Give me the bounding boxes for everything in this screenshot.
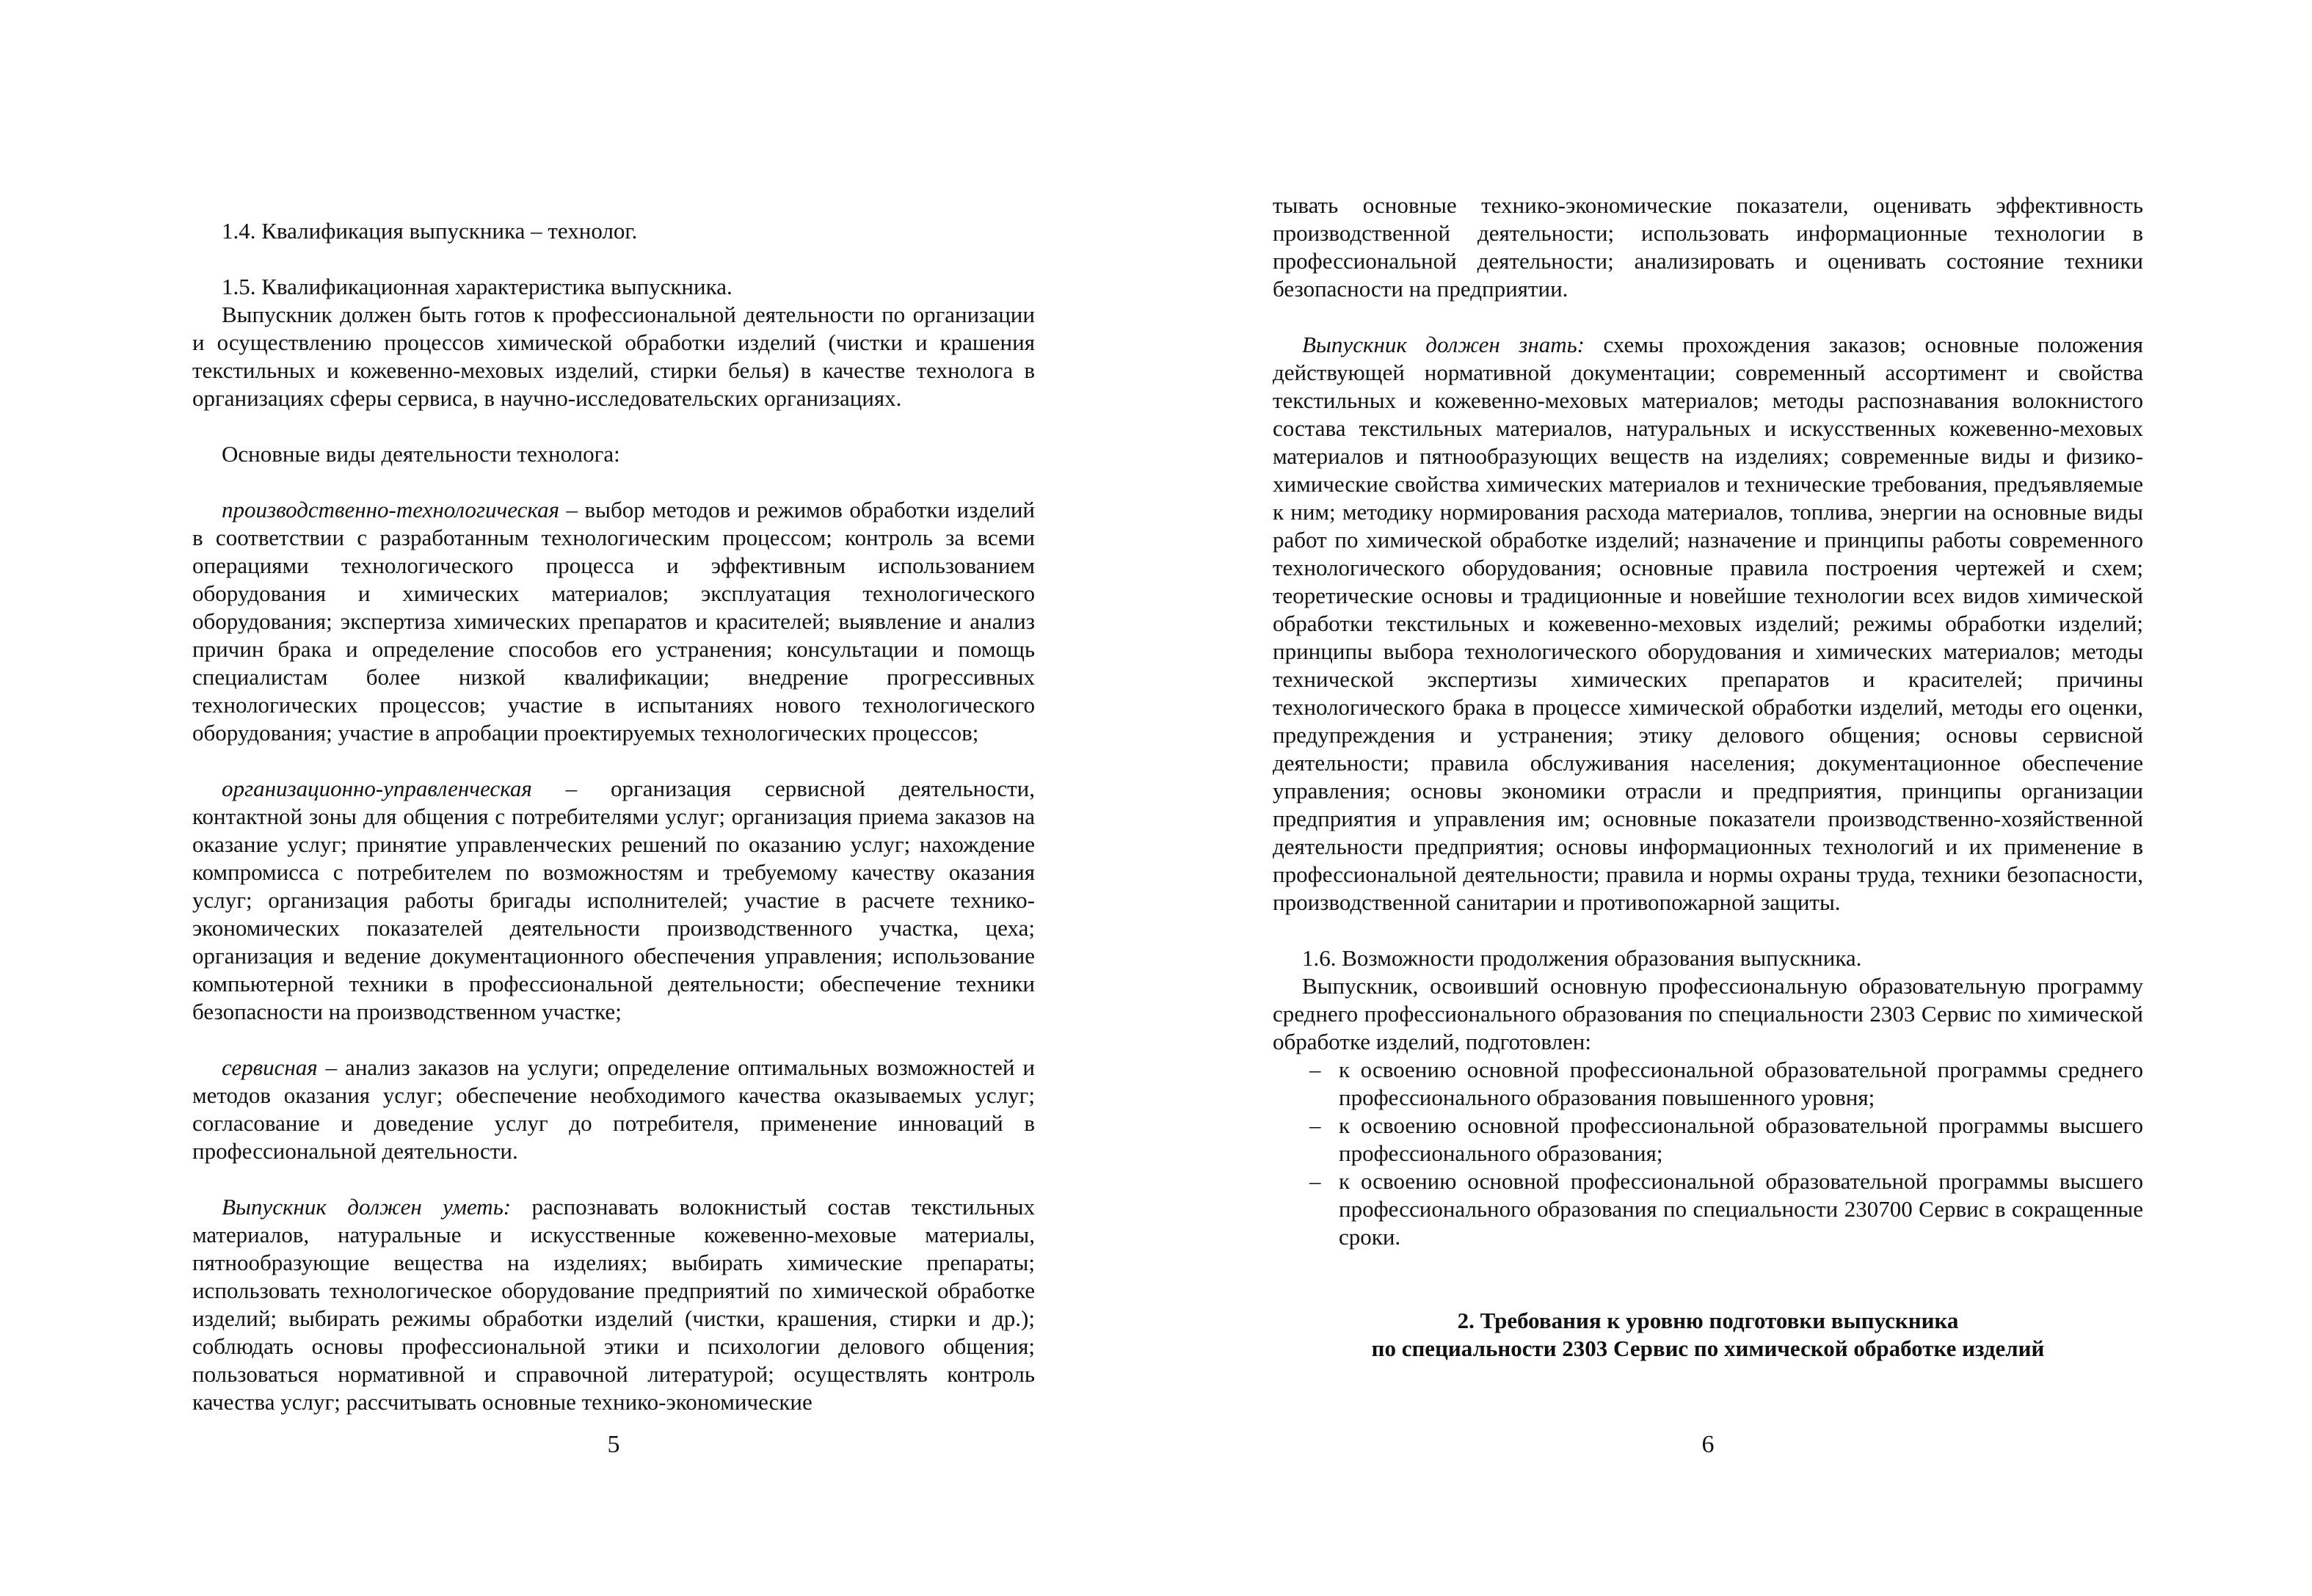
activity-service-term: сервисная bbox=[222, 1054, 318, 1080]
dash-marker: – bbox=[1309, 1168, 1321, 1194]
knowledge-text: схемы прохождения заказов; основные положения действующей нормативной документации; современный ассортимент и свойства текстильных и кожевенно-меховых материалов; методы распознавания волокнистого состава текстильных материалов, натуральных и искусственных кожевенно-меховых материалов и пятнообразующих веществ на изделиях; современные виды и физико-химические свойства химических материалов и технические требования, предъявляемые к ним; методику нормирования расхода материалов, топлива, энергии на основные виды работ по химической обработке изделий; назначение и принципы работы современного технологического оборудования; основные правила построения чертежей и схем; теоретические основы и традиционные и новейшие технологии всех видов химической обработки текстильных и кожевенно-меховых изделий; режимы обработки изделий; принципы выбора технологического оборудования и химических материалов; методы технической экспертизы химических препаратов и красителей; причины технологического брака в процессе химической обработки изделий, методы его оценки, предупреждения и устранения; этику делового общения; основы сервисной деятельности; правила обслуживания населения; документационное обеспечение управления; основы экономики отрасли и предприятия, принципы организации предприятия и управления им; основные показатели производственно-хозяйственной деятельности предприятия; основы информационных технологий и их применение в профессиональной деятельности; правила и нормы охраны труда, техники безопасности, производственной санитарии и противопожарной защиты. bbox=[1273, 332, 2143, 915]
activity-service-text: – анализ заказов на услуги; определение оптимальных возможностей и методов оказания услуг; обеспечение необходимого качества оказываемых услуг; согласование и доведение услуг до потребителя, применение инноваций в профессиональной деятельности. bbox=[192, 1054, 1035, 1164]
list-item bbox=[1273, 1167, 2143, 1251]
page-number-left: 5 bbox=[607, 1431, 620, 1458]
list-item bbox=[1273, 1112, 2143, 1167]
list-item bbox=[1273, 1056, 2143, 1112]
activity-production bbox=[192, 496, 1035, 747]
section-2-heading-line2: по специальности 2303 Сервис по химической обработке изделий bbox=[1371, 1336, 2045, 1361]
dash-marker: – bbox=[1309, 1057, 1321, 1082]
skills-text: распознавать волокнистый состав текстильных материалов, натуральные и искусственные кожевенно-меховые материалы, пятнообразующие вещества на изделиях; выбирать химические препараты; использовать технологическое оборудование предприятий по химической обработке изделий; выбирать режимы обработки изделий (чистки, крашения, стирки и др.); соблюдать основы профессиональной этики и психологии делового общения; пользоваться нормативной и справочной литературой; осуществлять контроль качества услуг; рассчитывать основные технико-экономические bbox=[192, 1194, 1035, 1415]
activity-service bbox=[192, 1054, 1035, 1165]
activity-production-text: – выбор методов и режимов обработки изделий в соответствии с разработанным технологическим процессом; контроль за всеми операциями технологического процесса и эффективным использованием оборудования и химических материалов; эксплуатация технологического оборудования; экспертиза химических препаратов и красителей; выявление и анализ причин брака и определение способов его устранения; консультации и помощь специалистам более низкой квалификации; внедрение прогрессивных технологических процессов; участие в испытаниях нового технологического оборудования; участие в апробации проектируемых технологических процессов; bbox=[192, 497, 1035, 746]
section-2-heading-line1: 2. Требования к уровню подготовки выпускника bbox=[1457, 1308, 1959, 1333]
dash-marker: – bbox=[1309, 1112, 1321, 1138]
section-1-6-text: Выпускник, освоивший основную профессиональную образовательную программу среднего профессионального образования по специальности 2303 Сервис по химической обработке изделий, подготовлен: bbox=[1273, 973, 2143, 1054]
section-1-5-title: 1.5. Квалификационная характеристика выпускника. bbox=[222, 274, 733, 299]
activity-management-term: организационно-управленческая bbox=[222, 776, 532, 801]
continuation-list bbox=[1273, 1056, 2143, 1251]
list-item-text: к освоению основной профессиональной образовательной программы высшего профессионального образования по специальности 230700 Сервис в сокращенные сроки. bbox=[1339, 1168, 2143, 1250]
activity-management bbox=[192, 775, 1035, 1026]
right-page-text bbox=[1273, 192, 2143, 1363]
knowledge-term: Выпускник должен знать: bbox=[1302, 332, 1585, 357]
list-item-text: к освоению основной профессиональной образовательной программы среднего профессионального образования повышенного уровня; bbox=[1339, 1057, 2143, 1110]
page-number-right: 6 bbox=[1701, 1431, 1715, 1458]
left-page-text bbox=[192, 217, 1035, 1416]
section-1-6-title: 1.6. Возможности продолжения образования выпускника. bbox=[1302, 945, 1862, 971]
activity-production-term: производственно-технологическая bbox=[222, 497, 559, 522]
activities-intro: Основные виды деятельности технолога: bbox=[222, 441, 620, 467]
section-1-5-text: Выпускник должен быть готов к профессиональной деятельности по организации и осуществлению процессов химической обработки изделий (чистки и крашения текстильных и кожевенно-меховых изделий, стирки белья) в качестве технолога в организациях сферы сервиса, в научно-исследовательских организациях. bbox=[192, 302, 1035, 411]
activity-management-text: – организация сервисной деятельности, контактной зоны для общения с потребителями услуг; организация приема заказов на оказание услуг; принятие управленческих решений по оказанию услуг; нахождение компромисса с потребителем по возможностям и требуемому качеству оказания услуг; организация работы бригады исполнителей; участие в расчете технико-экономических показателей деятельности производственного участка, цеха; организация и ведение документационного обеспечения управления; использование компьютерной техники в профессиональной деятельности; обеспечение техники безопасности на производственном участке; bbox=[192, 776, 1035, 1024]
skills-term: Выпускник должен уметь: bbox=[222, 1194, 512, 1220]
section-1-4: 1.4. Квалификация выпускника – технолог. bbox=[222, 218, 638, 244]
skills-continued: тывать основные технико-экономические показатели, оценивать эффективность производственной деятельности; использовать информационные технологии в профессиональной деятельности; анализировать и оценивать состояние техники безопасности на предприятии. bbox=[1273, 192, 2143, 302]
knowledge-paragraph bbox=[1273, 331, 2143, 917]
skills-paragraph bbox=[192, 1193, 1035, 1416]
list-item-text: к освоению основной профессиональной образовательной программы высшего профессионального образования; bbox=[1339, 1112, 2143, 1166]
